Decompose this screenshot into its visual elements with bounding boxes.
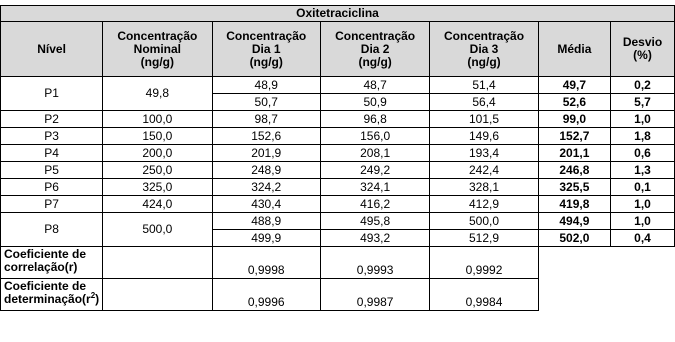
- cell-desvio: 1,0: [611, 111, 675, 128]
- header-dia1-line1: Concentração: [226, 28, 307, 43]
- header-desvio: [611, 22, 675, 77]
- table-row: [1, 162, 675, 179]
- cell-media: 52,6: [538, 94, 610, 111]
- cell-nivel: P7: [1, 196, 103, 213]
- cell-dia3: 193,4: [430, 145, 538, 162]
- coef-r-dia2: 0,9993: [320, 247, 429, 279]
- cell-desvio: 0,2: [611, 77, 675, 94]
- cell-media: 419,8: [538, 196, 610, 213]
- table-row: [1, 196, 675, 213]
- cell-desvio: 1,8: [611, 128, 675, 145]
- cell-dia1: 152,6: [212, 128, 320, 145]
- coef-r2-dia1: 0,9996: [212, 279, 320, 311]
- cell-media: 325,5: [538, 179, 610, 196]
- header-desvio-line1: Desvio: [622, 35, 663, 49]
- header-dia2-line2: Dia 2: [360, 41, 390, 56]
- coef-r-blank: [538, 247, 674, 279]
- header-nivel: Nível: [1, 22, 103, 77]
- cell-dia3: 51,4: [430, 77, 538, 94]
- cell-desvio: 0,6: [611, 145, 675, 162]
- header-dia1-line2: Dia 1: [251, 41, 281, 56]
- results-table-wrapper: [0, 5, 675, 311]
- cell-dia2: 96,8: [320, 111, 429, 128]
- cell-dia2: 416,2: [320, 196, 429, 213]
- cell-media: 494,9: [538, 213, 610, 230]
- coef-r-nominal-empty: [103, 247, 212, 279]
- header-dia1-line3: (ng/g): [249, 54, 283, 69]
- header-dia1: [212, 22, 320, 77]
- cell-nominal: 49,8: [103, 77, 212, 111]
- table-row: [1, 179, 675, 196]
- cell-dia1: 48,9: [212, 77, 320, 94]
- cell-media: 246,8: [538, 162, 610, 179]
- header-nominal: [103, 22, 212, 77]
- cell-nivel: P2: [1, 111, 103, 128]
- cell-nominal: 250,0: [103, 162, 212, 179]
- coef-r2-row: [1, 279, 675, 311]
- cell-dia3: 328,1: [430, 179, 538, 196]
- cell-nivel: P3: [1, 128, 103, 145]
- cell-dia2: 495,8: [320, 213, 429, 230]
- cell-dia1: 201,9: [212, 145, 320, 162]
- cell-dia2: 493,2: [320, 230, 429, 247]
- cell-dia1: 98,7: [212, 111, 320, 128]
- coef-r2-dia3: 0,9984: [430, 279, 538, 311]
- cell-dia3: 412,9: [430, 196, 538, 213]
- coef-r2-label: [1, 279, 103, 311]
- cell-nivel: P1: [1, 77, 103, 111]
- cell-dia2: 50,9: [320, 94, 429, 111]
- cell-nominal: 424,0: [103, 196, 212, 213]
- coef-r2-label-end: ): [95, 292, 100, 306]
- coef-r-dia1: 0,9998: [212, 247, 320, 279]
- cell-desvio: 0,4: [611, 230, 675, 247]
- header-nominal-line3: (ng/g): [140, 54, 174, 69]
- cell-desvio: 1,0: [611, 213, 675, 230]
- cell-desvio: 5,7: [611, 94, 675, 111]
- header-dia3: [430, 22, 538, 77]
- cell-nominal: 150,0: [103, 128, 212, 145]
- cell-nivel: P8: [1, 213, 103, 247]
- cell-dia1: 324,2: [212, 179, 320, 196]
- table-row: [1, 77, 675, 94]
- cell-nominal: 200,0: [103, 145, 212, 162]
- table-row: [1, 213, 675, 230]
- header-desvio-line2: (%): [633, 48, 652, 62]
- coef-r2-blank: [538, 279, 674, 311]
- coef-r2-label-text: Coeficiente de determinação(r: [4, 279, 91, 306]
- cell-dia1: 488,9: [212, 213, 320, 230]
- cell-media: 49,7: [538, 77, 610, 94]
- cell-dia2: 48,7: [320, 77, 429, 94]
- cell-nominal: 100,0: [103, 111, 212, 128]
- coef-r-label: Coeficiente de correlação(r): [1, 247, 103, 279]
- cell-dia3: 149,6: [430, 128, 538, 145]
- cell-dia3: 512,9: [430, 230, 538, 247]
- table-title: Oxitetraciclina: [1, 6, 675, 22]
- cell-dia1: 248,9: [212, 162, 320, 179]
- cell-dia3: 500,0: [430, 213, 538, 230]
- header-dia3-line1: Concentração: [444, 28, 525, 43]
- cell-dia2: 156,0: [320, 128, 429, 145]
- coef-r2-nominal-empty: [103, 279, 212, 311]
- header-nominal-line2: Nominal: [133, 41, 181, 56]
- cell-media: 201,1: [538, 145, 610, 162]
- cell-desvio: 1,0: [611, 196, 675, 213]
- cell-media: 502,0: [538, 230, 610, 247]
- header-dia3-line3: (ng/g): [467, 54, 501, 69]
- cell-nivel: P5: [1, 162, 103, 179]
- coef-r-row: [1, 247, 675, 279]
- coef-r2-dia2: 0,9987: [320, 279, 429, 311]
- cell-dia2: 208,1: [320, 145, 429, 162]
- header-dia2-line1: Concentração: [335, 28, 416, 43]
- table-row: [1, 145, 675, 162]
- cell-dia2: 249,2: [320, 162, 429, 179]
- cell-dia3: 242,4: [430, 162, 538, 179]
- oxitetraciclina-table: [0, 5, 675, 311]
- cell-nivel: P6: [1, 179, 103, 196]
- table-row: [1, 128, 675, 145]
- cell-nominal: 325,0: [103, 179, 212, 196]
- cell-dia3: 101,5: [430, 111, 538, 128]
- cell-desvio: 0,1: [611, 179, 675, 196]
- cell-nivel: P4: [1, 145, 103, 162]
- header-dia2-line3: (ng/g): [358, 54, 392, 69]
- cell-dia2: 324,1: [320, 179, 429, 196]
- header-nominal-line1: Concentração: [117, 28, 198, 43]
- header-media: Média: [538, 22, 610, 77]
- header-dia3-line2: Dia 3: [469, 41, 499, 56]
- cell-dia1: 430,4: [212, 196, 320, 213]
- cell-desvio: 1,3: [611, 162, 675, 179]
- cell-dia1: 499,9: [212, 230, 320, 247]
- cell-dia3: 56,4: [430, 94, 538, 111]
- header-dia2: [320, 22, 429, 77]
- cell-dia1: 50,7: [212, 94, 320, 111]
- table-row: [1, 111, 675, 128]
- cell-nominal: 500,0: [103, 213, 212, 247]
- coef-r-dia3: 0,9992: [430, 247, 538, 279]
- cell-media: 152,7: [538, 128, 610, 145]
- cell-media: 99,0: [538, 111, 610, 128]
- coef-r2-label-sup: 2: [90, 291, 96, 300]
